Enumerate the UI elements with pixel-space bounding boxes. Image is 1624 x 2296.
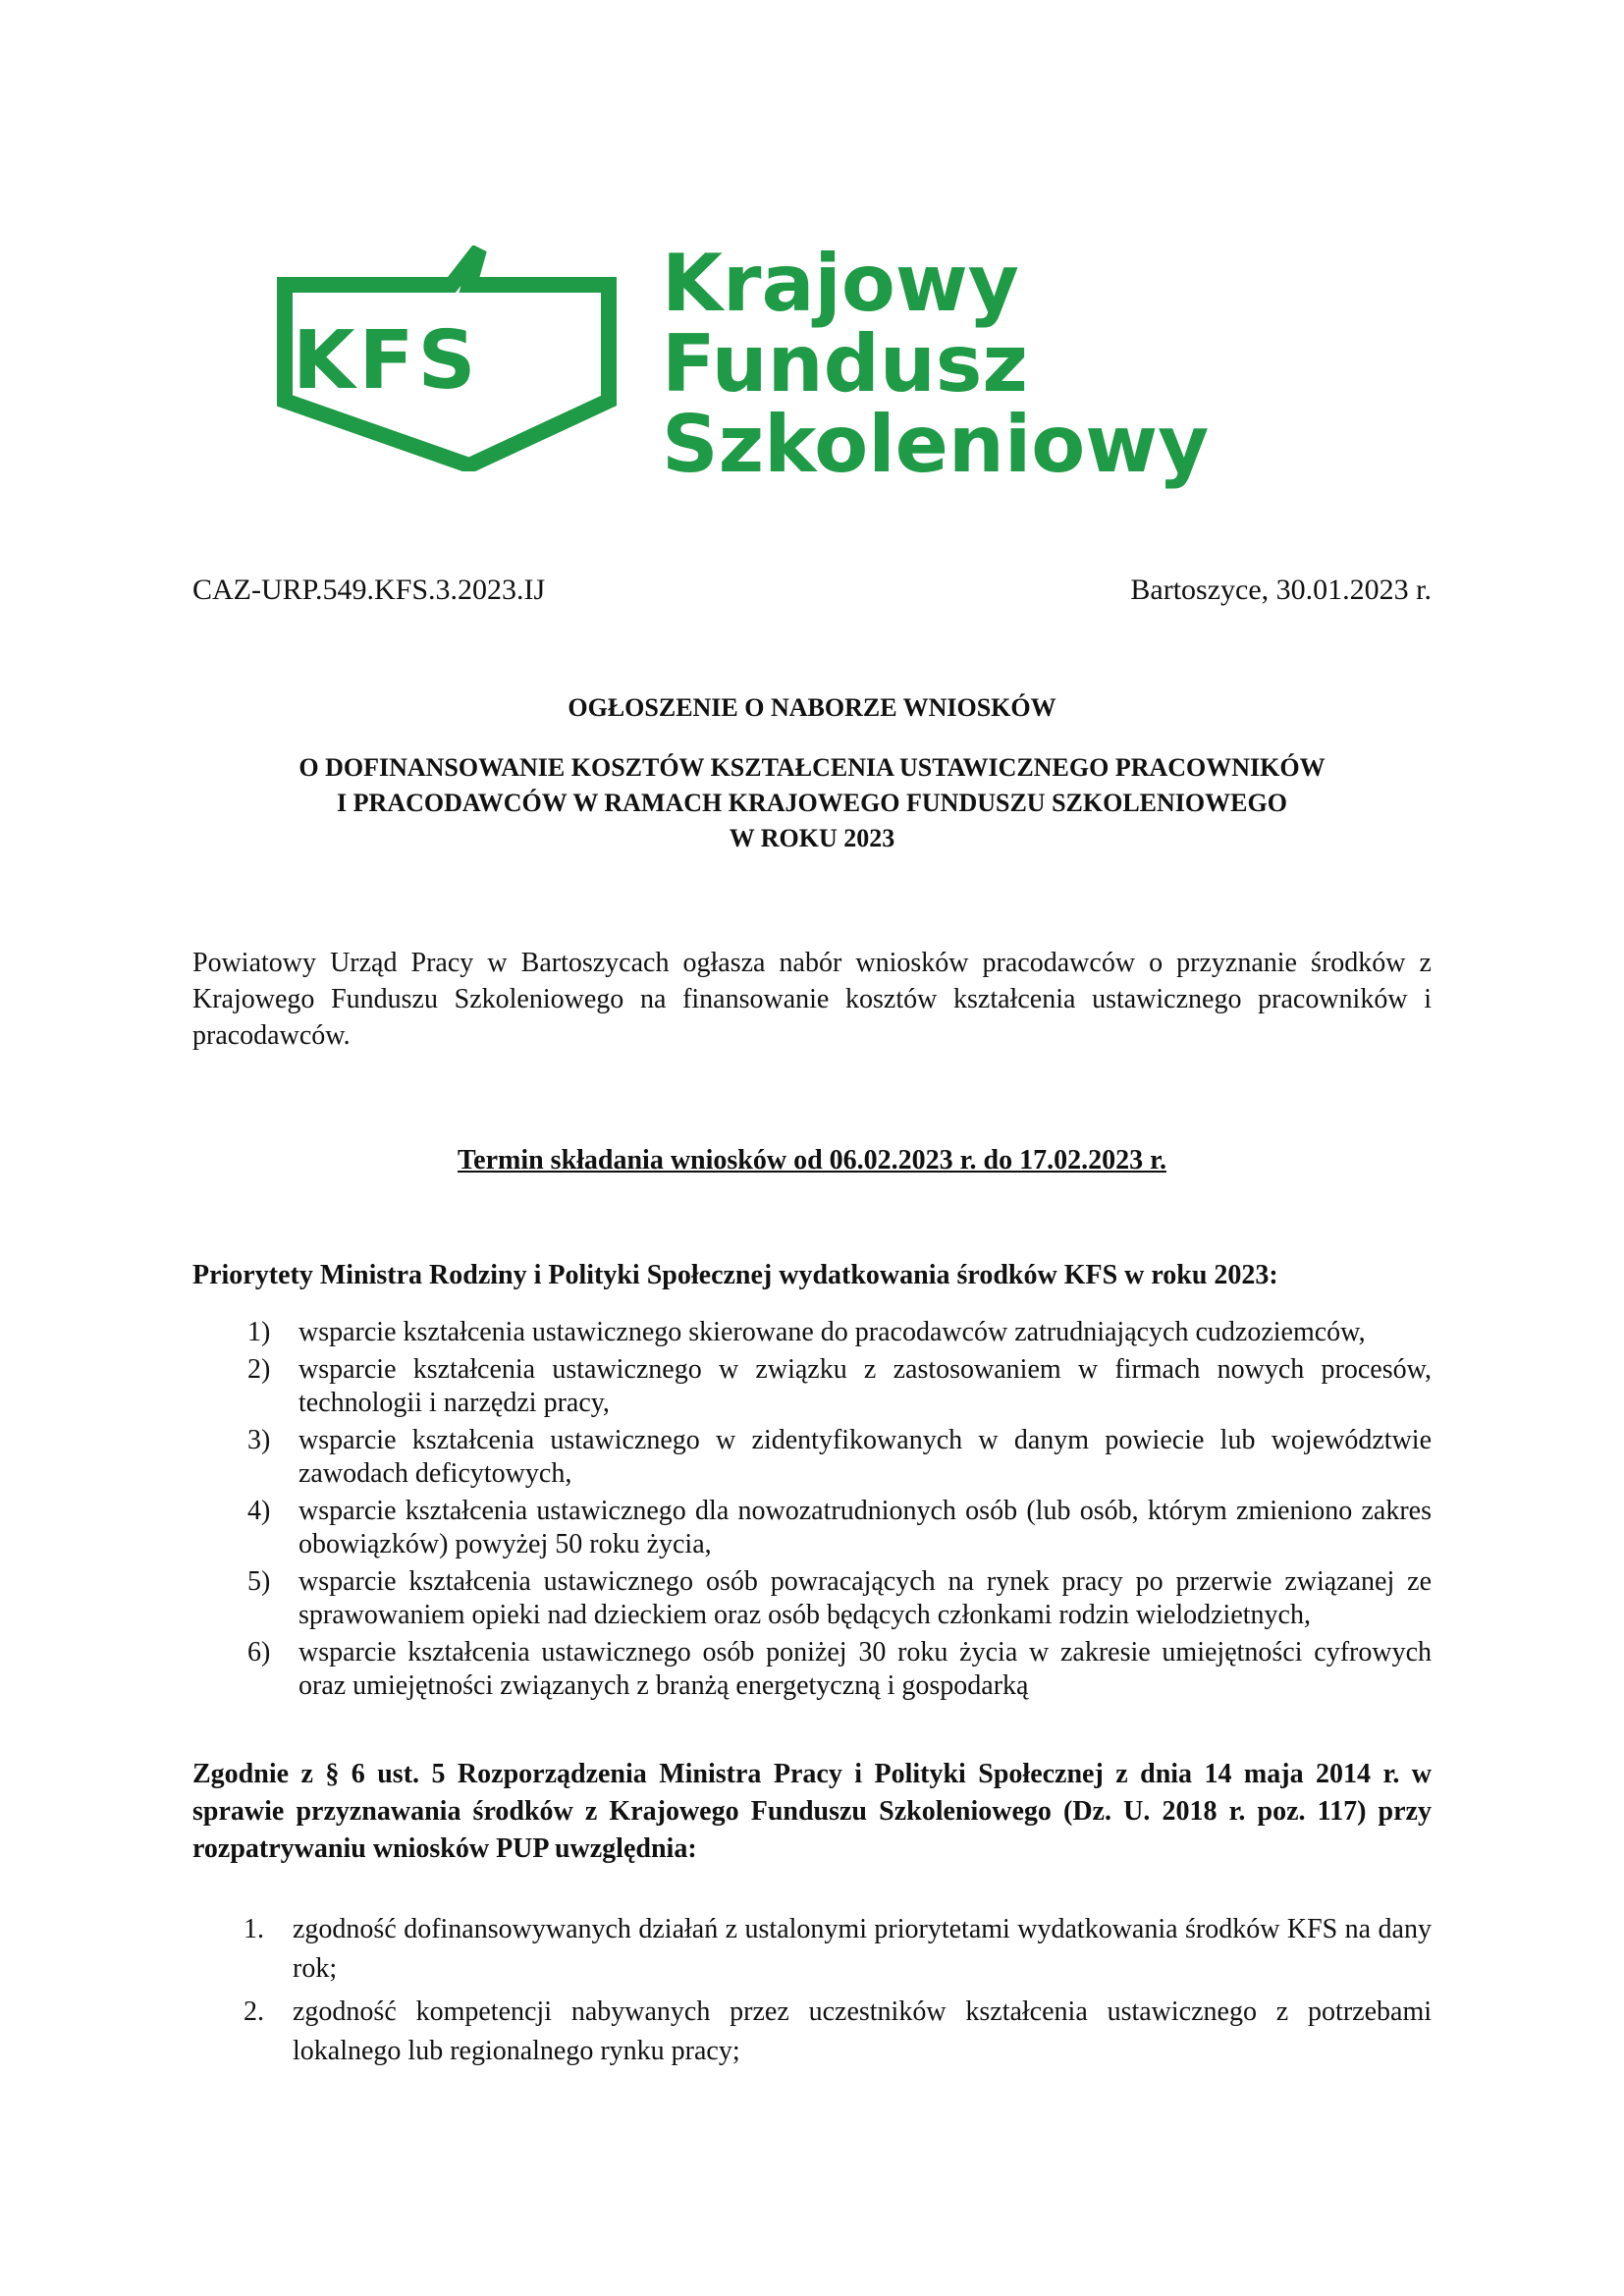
logo-word-2: Fundusz [662,318,1028,410]
list-item-number: 2) [247,1354,271,1385]
list-item [192,1316,1432,1349]
title-subtitle [192,750,1432,856]
list-item-number: 2. [244,1996,264,2027]
logo-wordmark [662,238,1210,490]
list-item-text: wsparcie kształcenia ustawicznego w związku z zastosowaniem w firmach nowych procesów, technologii i narzędzi pracy, [298,1354,1432,1418]
list-item-number: 5) [247,1566,271,1597]
criteria-list [192,1910,1432,2075]
logo-word-3: Szkoleniowy [662,399,1210,490]
kfs-logo [277,238,1278,491]
title-line-3: I PRACODAWCÓW W RAMACH KRAJOWEGO FUNDUSZU SZKOLENIOWEGO [337,789,1287,817]
list-item-text: zgodność kompetencji nabywanych przez uczestników kształcenia ustawicznego z potrzebami lokalnego lub regionalnego rynku pracy; [293,1996,1432,2066]
list-item [192,1636,1432,1703]
title-line-4: W ROKU 2023 [729,824,895,852]
submission-deadline: Termin składania wniosków od 06.02.2023 r. do 17.02.2023 r. [458,1145,1166,1175]
list-item-number: 4) [247,1496,271,1526]
regulation-paragraph: Zgodnie z § 6 ust. 5 Rozporządzenia Ministra Pracy i Polityki Społecznej z dnia 14 maja 2014 r. w sprawie przyznawania środków z Krajowego Funduszu Szkoleniowego (Dz. U. 2018 r. poz. 117) przy rozpatrywaniu wniosków PUP uwzględnia: [192,1759,1432,1864]
reference-number: CAZ-URP.549.KFS.3.2023.IJ [192,574,546,606]
list-item-text: wsparcie kształcenia ustawicznego osób poniżej 30 roku życia w zakresie umiejętności cyfrowych oraz umiejętności związanych z branżą energetyczną i gospodarką [298,1637,1432,1701]
list-item [192,1565,1432,1632]
list-item-text: wsparcie kształcenia ustawicznego dla nowozatrudnionych osób (lub osób, którym zmieniono zakres obowiązków) powyżej 50 roku życia, [298,1496,1432,1559]
list-item [192,1424,1432,1491]
intro-paragraph: Powiatowy Urząd Pracy w Bartoszycach ogłasza nabór wniosków pracodawców o przyznanie środków z Krajowego Funduszu Szkoleniowego na finansowanie kosztów kształcenia ustawicznego pracowników i pracodawców. [192,948,1432,1051]
title-main: OGŁOSZENIE O NABORZE WNIOSKÓW [568,693,1056,722]
title-line-2: O DOFINANSOWANIE KOSZTÓW KSZTAŁCENIA USTAWICZNEGO PRACOWNIKÓW [298,753,1326,782]
list-item-number: 6) [247,1637,271,1667]
list-item [192,1495,1432,1561]
list-item-number: 1. [244,1914,264,1944]
list-item [192,1910,1432,1989]
list-item-number: 3) [247,1425,271,1455]
priorities-heading: Priorytety Ministra Rodziny i Polityki Społecznej wydatkowania środków KFS w roku 2023: [192,1260,1278,1290]
list-item-text: wsparcie kształcenia ustawicznego w zidentyfikowanych w danym powiecie lub województwie zawodach deficytowych, [298,1425,1432,1489]
list-item [192,1353,1432,1420]
logo-word-1: Krajowy [662,238,1019,329]
list-item-text: wsparcie kształcenia ustawicznego osób powracających na rynek pracy po przerwie związanej ze sprawowaniem opieki nad dzieckiem oraz osób będących członkami rodzin wielodzietnych, [298,1566,1432,1630]
place-date: Bartoszyce, 30.01.2023 r. [1130,574,1432,606]
list-item-number: 1) [247,1317,271,1347]
list-item [192,1993,1432,2071]
list-item-text: wsparcie kształcenia ustawicznego skierowane do pracodawców zatrudniających cudzoziemców, [298,1317,1366,1347]
list-item-text: zgodność dofinansowywanych działań z ustalonymi priorytetami wydatkowania środków KFS na dany rok; [293,1914,1432,1984]
priorities-list [192,1316,1432,1707]
logo-acronym: KFS [293,314,480,408]
